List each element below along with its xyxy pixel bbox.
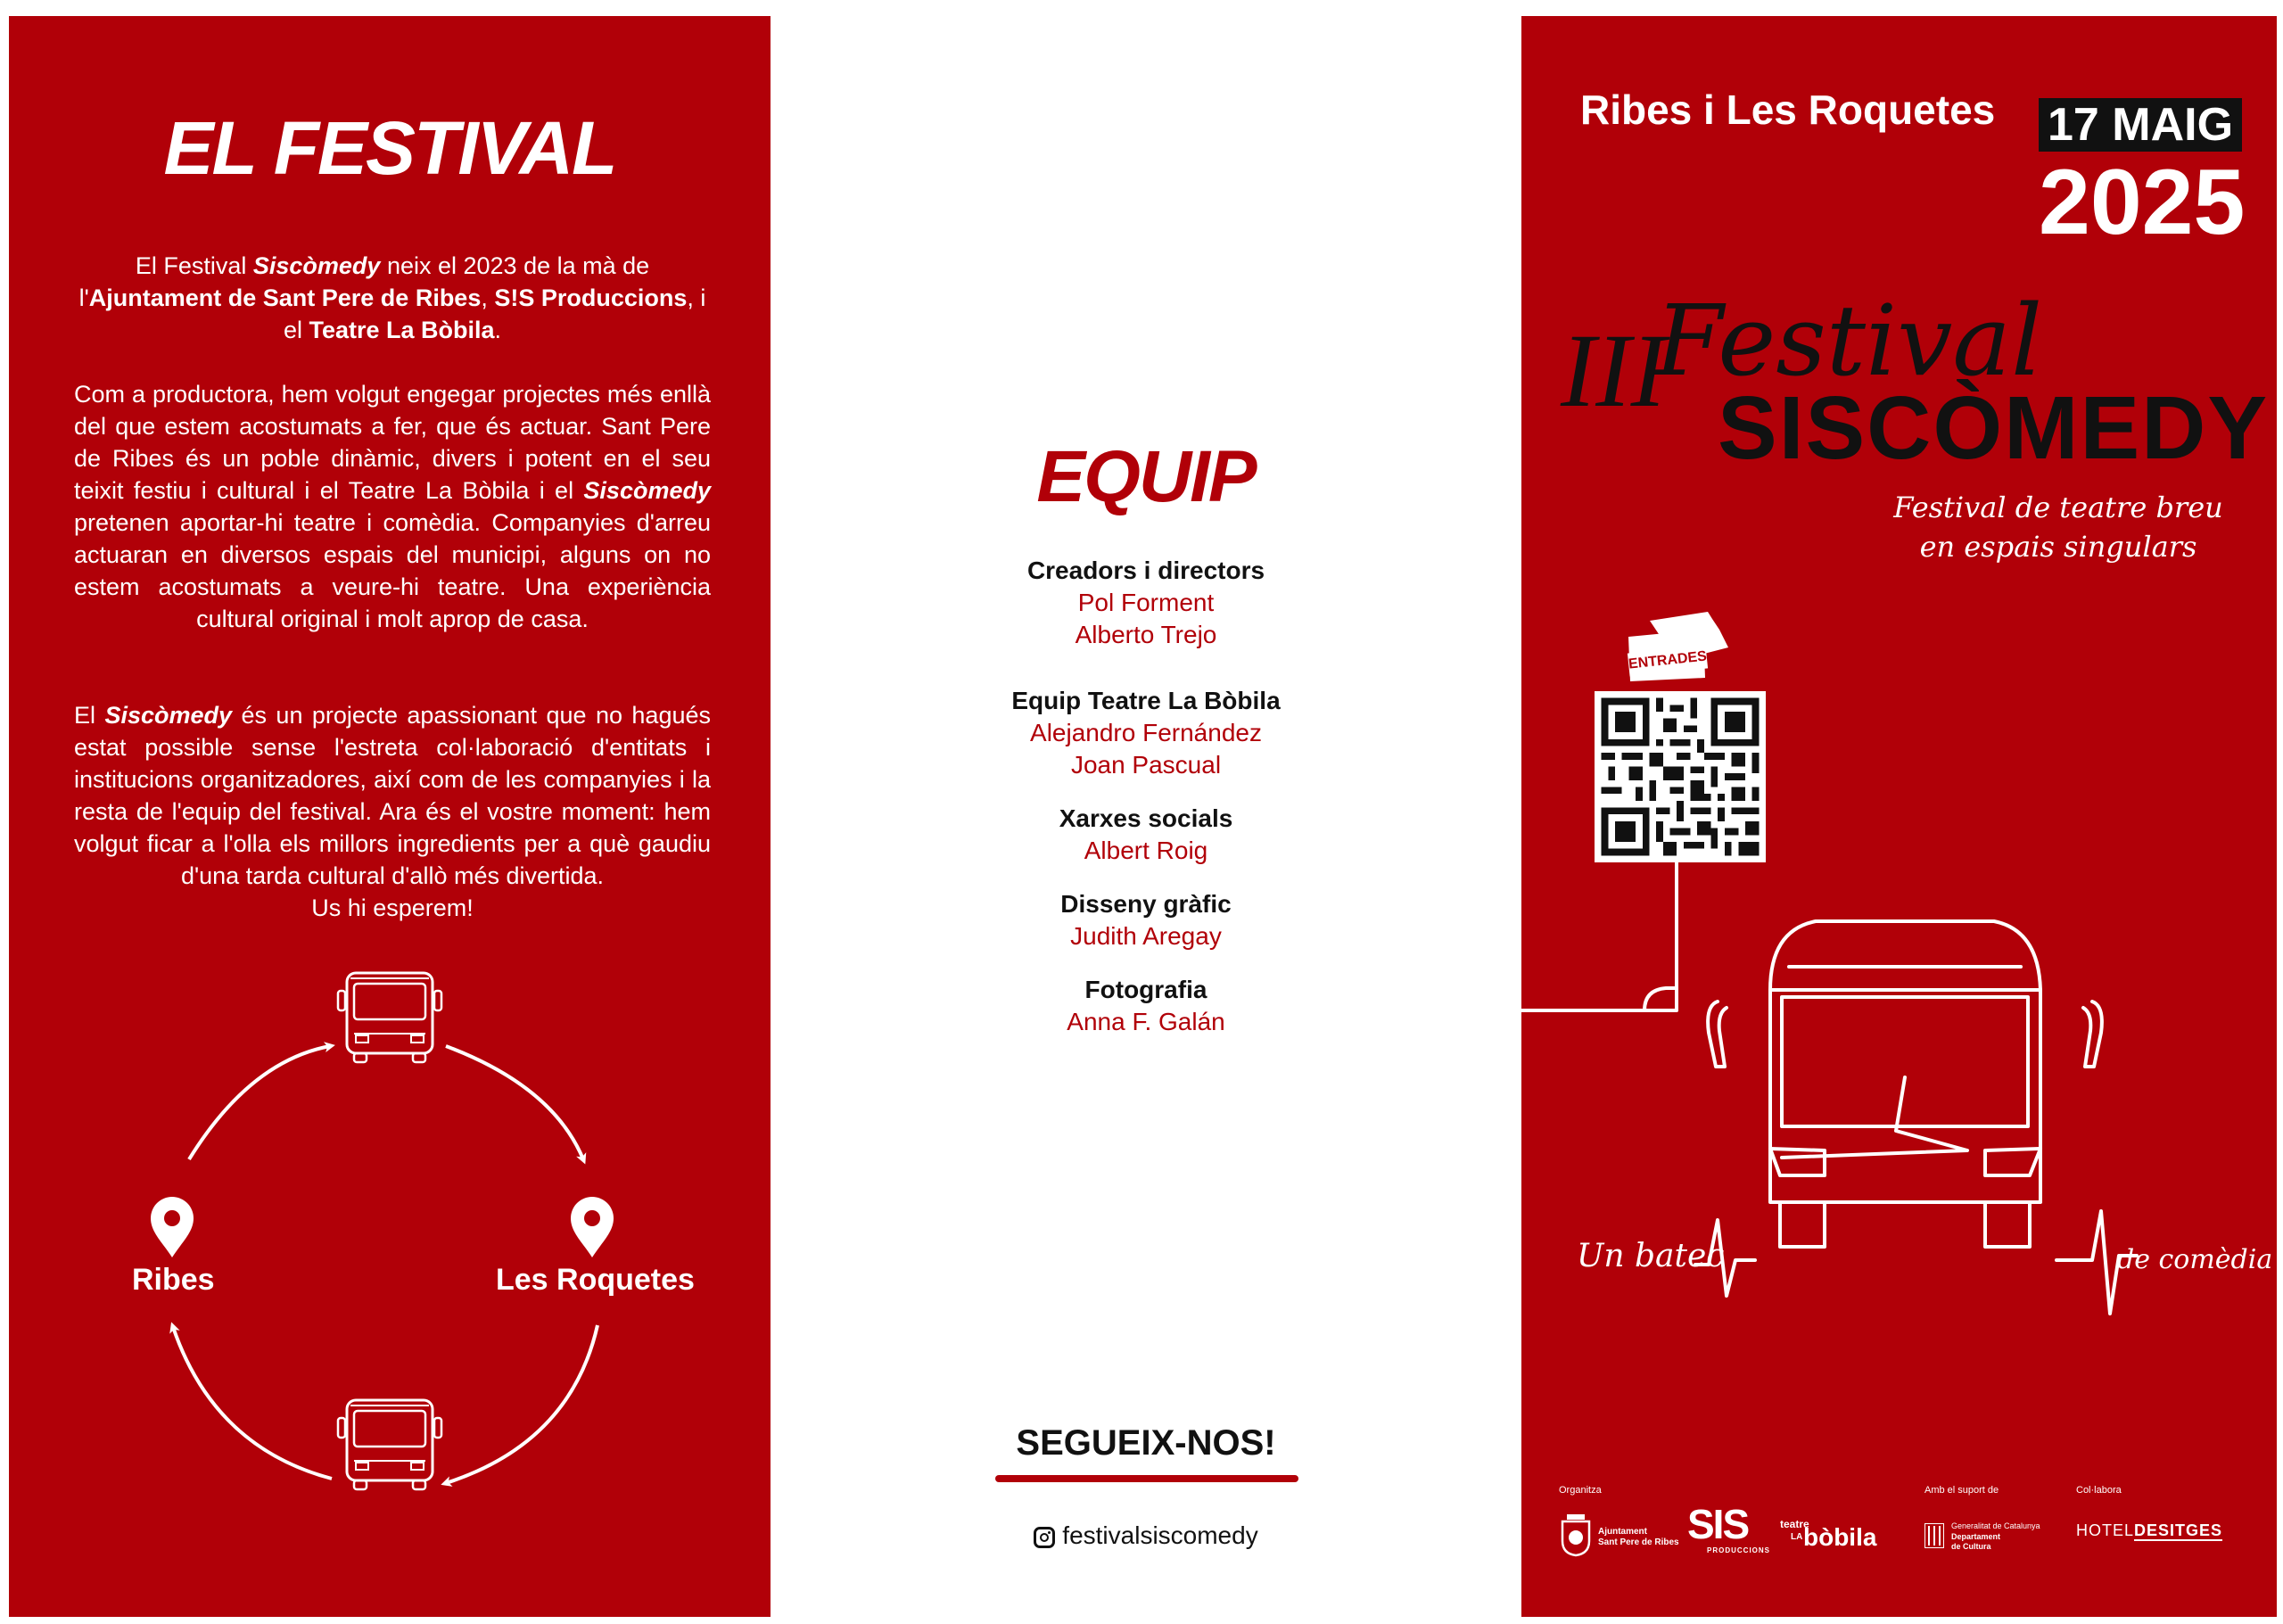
logo-text: LA xyxy=(1791,1532,1803,1542)
team-role: Disseny gràfic xyxy=(1060,890,1232,918)
text: , i el xyxy=(283,284,706,343)
sponsor-label: Amb el suport de xyxy=(1924,1485,1999,1496)
tickets-label[interactable]: ENTRADES xyxy=(1628,645,1708,676)
team-member: Joan Pascual xyxy=(1070,751,1222,779)
generalitat-logo xyxy=(1924,1521,2058,1554)
sponsor-label: Col·labora xyxy=(2076,1485,2122,1496)
team-member: Anna F. Galán xyxy=(1067,1008,1225,1035)
logo-text: bòbila xyxy=(1803,1523,1877,1551)
date-label: 17 MAIG xyxy=(2039,98,2242,152)
text: , xyxy=(481,284,495,311)
intro-paragraph xyxy=(74,250,711,346)
team-member: Pol Forment xyxy=(1077,589,1215,616)
tagline: en espais singulars xyxy=(1919,530,2197,564)
equip-title: EQUIP xyxy=(1036,436,1256,517)
team-role: Xarxes socials xyxy=(1059,804,1233,832)
route-arrow xyxy=(173,1327,332,1479)
organizer-name: Teatre La Bòbila xyxy=(309,317,495,343)
project-paragraph xyxy=(74,699,711,924)
brand-name: Siscòmedy xyxy=(583,477,711,504)
location-text: Ribes i Les Roquetes xyxy=(1580,87,1996,133)
logo-text: Departament xyxy=(1951,1532,2001,1541)
brand-logo-text: SISCÒMEDY xyxy=(1718,378,2270,478)
closing-text: Us hi esperem! xyxy=(311,894,474,921)
logo-text: Generalitat de Catalunya xyxy=(1951,1521,2040,1530)
shield-icon xyxy=(1559,1514,1593,1557)
route-diagram xyxy=(9,961,771,1550)
city-ribes: Ribes xyxy=(132,1263,215,1297)
left-panel xyxy=(9,16,771,1617)
route-arrow xyxy=(446,1046,583,1159)
location-pin-icon xyxy=(151,1197,194,1257)
text: és un projecte apassionant que no hagués estat possible sense l'estreta col·laboració d'entitats i institucions organitzadores, així com de les companyies i la resta de l'equip del festival. Ara és el vostre moment: hem volgut ficar a l'olla els millors ingredients per a què gaudiu d'una tarda cultural d'allò més divertida. xyxy=(74,702,711,889)
text: neix el 2023 de la mà de l' xyxy=(78,252,650,311)
city-les-roquetes: Les Roquetes xyxy=(496,1263,695,1297)
producer-paragraph xyxy=(74,378,711,635)
logo-text: teatre xyxy=(1780,1518,1809,1530)
text: Com a productora, hem volgut engegar projectes més enllà del que estem acostumats a fer, que és actuar. Sant Pere de Ribes és un poble dinàmic, divers i potent en el seu teixit festiu i cultural i el Teatre La Bòbila i el xyxy=(74,381,711,504)
logo-text: DESITGES xyxy=(2134,1521,2223,1539)
year-label: 2025 xyxy=(2039,151,2246,254)
route-arrow xyxy=(189,1046,330,1159)
logo-text: SIS xyxy=(1687,1501,1749,1547)
route-arrow xyxy=(446,1325,598,1483)
team-member: Alberto Trejo xyxy=(1075,621,1217,648)
teatre-la-bobila-logo xyxy=(1780,1518,1896,1557)
team-member: Judith Aregay xyxy=(1070,922,1222,950)
slogan-left: Un batec xyxy=(1577,1238,1725,1274)
logo-text: HOTEL xyxy=(2076,1521,2135,1539)
festival-title: EL FESTIVAL xyxy=(163,106,616,190)
location-pin-icon xyxy=(571,1197,614,1257)
logo-text: PRODUCCIONS xyxy=(1707,1546,1771,1554)
bus-roof xyxy=(1770,921,2040,990)
text: pretenen aportar-hi teatre i comèdia. Companyies d'arreu actuaran en diversos espais del municipi, alguns on no estem acostumats a veure-hi teatre. Una experiència cultural original i molt aprop de casa. xyxy=(74,509,711,632)
logo-text: Sant Pere de Ribes xyxy=(1598,1537,1679,1547)
team-role: Equip Teatre La Bòbila xyxy=(1011,687,1281,714)
team-member: Albert Roig xyxy=(1084,837,1208,864)
follow-underline xyxy=(995,1475,1298,1482)
ajuntament-logo xyxy=(1559,1514,1684,1557)
logo-text: de Cultura xyxy=(1951,1542,1991,1551)
instagram-link[interactable] xyxy=(771,1521,1521,1550)
follow-us-heading: SEGUEIX-NOS! xyxy=(1016,1423,1276,1463)
instagram-icon xyxy=(1034,1527,1055,1548)
bus-illustration xyxy=(1521,16,2277,1617)
bus-icon xyxy=(338,973,441,1062)
text: El Festival xyxy=(135,252,253,279)
tagline: Festival de teatre breu xyxy=(1893,490,2223,524)
team-role: Fotografia xyxy=(1084,976,1207,1003)
brand-name: Siscòmedy xyxy=(104,702,233,729)
edition-number: III xyxy=(1561,312,1666,429)
festival-script: Festival xyxy=(1655,284,2043,398)
brand-name: Siscòmedy xyxy=(252,252,381,279)
team-member: Alejandro Fernández xyxy=(1030,719,1262,746)
logo-text: Ajuntament xyxy=(1598,1527,1647,1537)
instagram-handle: festivalsiscomedy xyxy=(1062,1521,1258,1549)
sis-produccions-logo xyxy=(1687,1501,1771,1554)
route-line xyxy=(1521,862,1677,1010)
team-role: Creadors i directors xyxy=(1026,556,1265,584)
text: El xyxy=(74,702,105,729)
bus-icon xyxy=(338,1400,441,1489)
right-panel xyxy=(1521,16,2277,1617)
text: . xyxy=(494,317,502,343)
organizer-name: Ajuntament de Sant Pere de Ribes xyxy=(88,284,482,311)
generalitat-icon xyxy=(1924,1523,1944,1548)
middle-panel xyxy=(771,16,1521,1617)
organizer-name: S!S Produccions xyxy=(494,284,688,311)
hotel-desitges-logo xyxy=(2076,1521,2222,1540)
slogan-right: de comèdia xyxy=(2117,1244,2273,1275)
sponsor-label: Organitza xyxy=(1559,1485,1602,1496)
